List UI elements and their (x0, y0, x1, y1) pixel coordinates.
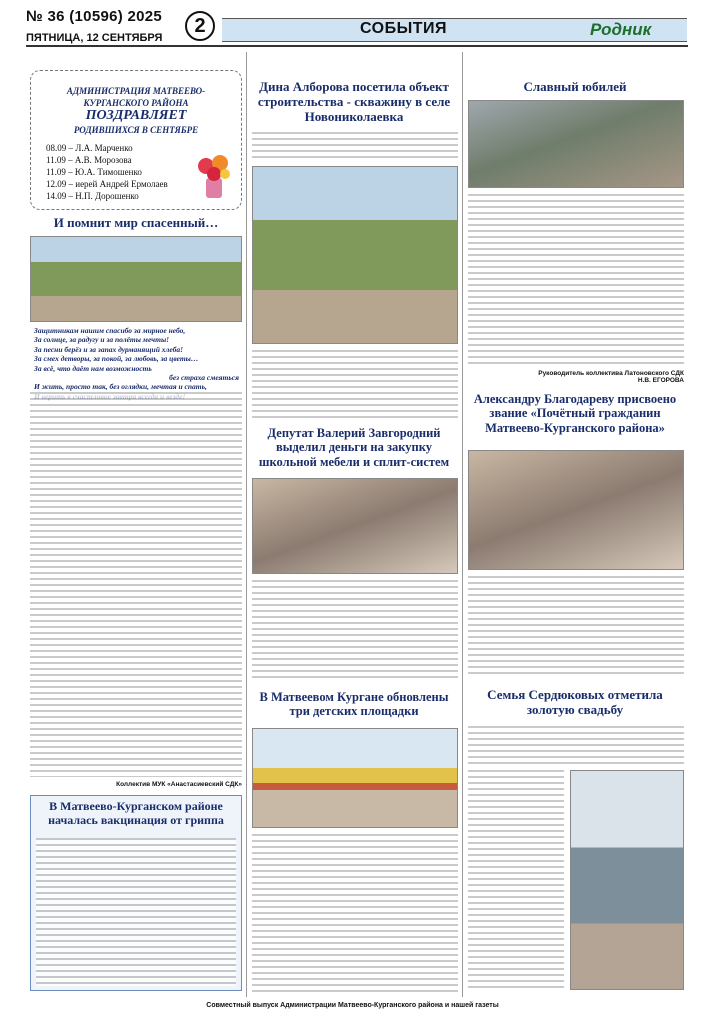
poem-line: без страха смеяться (169, 372, 239, 382)
brand-logo: Родник (590, 20, 652, 39)
headline-peace: И помнит мир спасенный… (53, 215, 219, 230)
article-body-well (252, 350, 458, 418)
headline-deputy: Депутат Валерий Завгородний выделил деньги на закупку школьной мебели и сплит-систем (258, 426, 450, 469)
headline-vaccination: В Матвеево-Курганском районе началась вакцинация от гриппа (48, 799, 224, 827)
greeting-who: РОДИВШИХСЯ В СЕНТЯБРЕ (73, 125, 199, 135)
byline-line: Руководитель коллектива Латоновского СДК (538, 370, 684, 377)
article-body-honorary (468, 576, 684, 678)
article-lead-well (252, 132, 458, 160)
birthday-item: 14.09 – Н.П. Дорошенко (46, 190, 139, 201)
birthday-item: 11.09 – А.В. Морозова (46, 154, 132, 165)
article-body-deputy (252, 580, 458, 678)
photo-jubilee (468, 100, 684, 188)
byline-line: Н.В. ЕГОРОВА (637, 377, 684, 384)
column-divider (462, 52, 463, 997)
greeting-verb: ПОЗДРАВЛЯЕТ (85, 108, 187, 123)
greeting-org: АДМИНИСТРАЦИЯ МАТВЕЕВО-КУРГАНСКОГО РАЙОНА (66, 86, 206, 108)
poem-line: За всё, что даёт нам возможность (34, 363, 152, 373)
article-body-peace (30, 392, 242, 777)
photo-playground (252, 728, 458, 828)
poem-line: За солнце, за радугу и за полёты мечты! (34, 335, 170, 345)
column-divider (246, 52, 247, 997)
birthday-item: 08.09 – Л.А. Марченко (46, 143, 133, 153)
photo-school-furniture (252, 478, 458, 574)
byline-jubilee (468, 370, 684, 384)
issue-number: № 36 (10596) 2025 (26, 8, 163, 25)
headline-playgrounds: В Матвеевом Кургане обновлены три детских площадки (259, 690, 449, 719)
photo-well-construction (252, 166, 458, 344)
page-footer: Совместный выпуск Администрации Матвеево-Курганского района и нашей газеты (206, 1002, 499, 1009)
article-body-playgrounds (252, 834, 458, 994)
poem-line: Защитникам нашим спасибо за мирное небо, (34, 326, 186, 335)
article-body-jubilee (468, 194, 684, 366)
headline-honorary: Александру Благодареву присвоено звание «Почётный гражданин Матвеево-Курганского района» (473, 392, 677, 435)
article-body-vaccination (36, 838, 236, 986)
headline-jubilee: Славный юбилей (523, 79, 627, 94)
issue-date: ПЯТНИЦА, 12 СЕНТЯБРЯ (26, 32, 163, 44)
article-body-golden (468, 770, 564, 990)
poem-line: За песни берёз и за запах дурманящий хлеба! (34, 344, 184, 354)
photo-memorial-ceremony (30, 236, 242, 322)
flower-bouquet-icon (192, 150, 236, 200)
photo-honorary-citizen (468, 450, 684, 570)
birthday-list (46, 143, 168, 202)
birthday-item: 12.09 – иерей Андрей Ермолаев (46, 178, 168, 189)
poem (34, 326, 239, 401)
byline-peace: Коллектив МУК «Анастасиевский СДК» (116, 781, 242, 788)
photo-golden-wedding (570, 770, 684, 990)
poem-line: За смех детворы, за покой, за любовь, за цветы… (34, 354, 199, 364)
article-body-golden-top (468, 726, 684, 766)
headline-well: Дина Алборова посетила объект строительства - скважину в селе Новониколаевка (257, 79, 451, 124)
section-title: СОБЫТИЯ (360, 20, 448, 37)
masthead-rule (26, 45, 688, 47)
birthday-item: 11.09 – Ю.А. Тимошенко (46, 166, 142, 177)
poem-line: И жить, просто так, без оглядки, мечтая и спать, (34, 382, 207, 392)
page-number: 2 (185, 11, 215, 41)
headline-golden: Семья Сердюковых отметила золотую свадьбу (487, 687, 663, 717)
